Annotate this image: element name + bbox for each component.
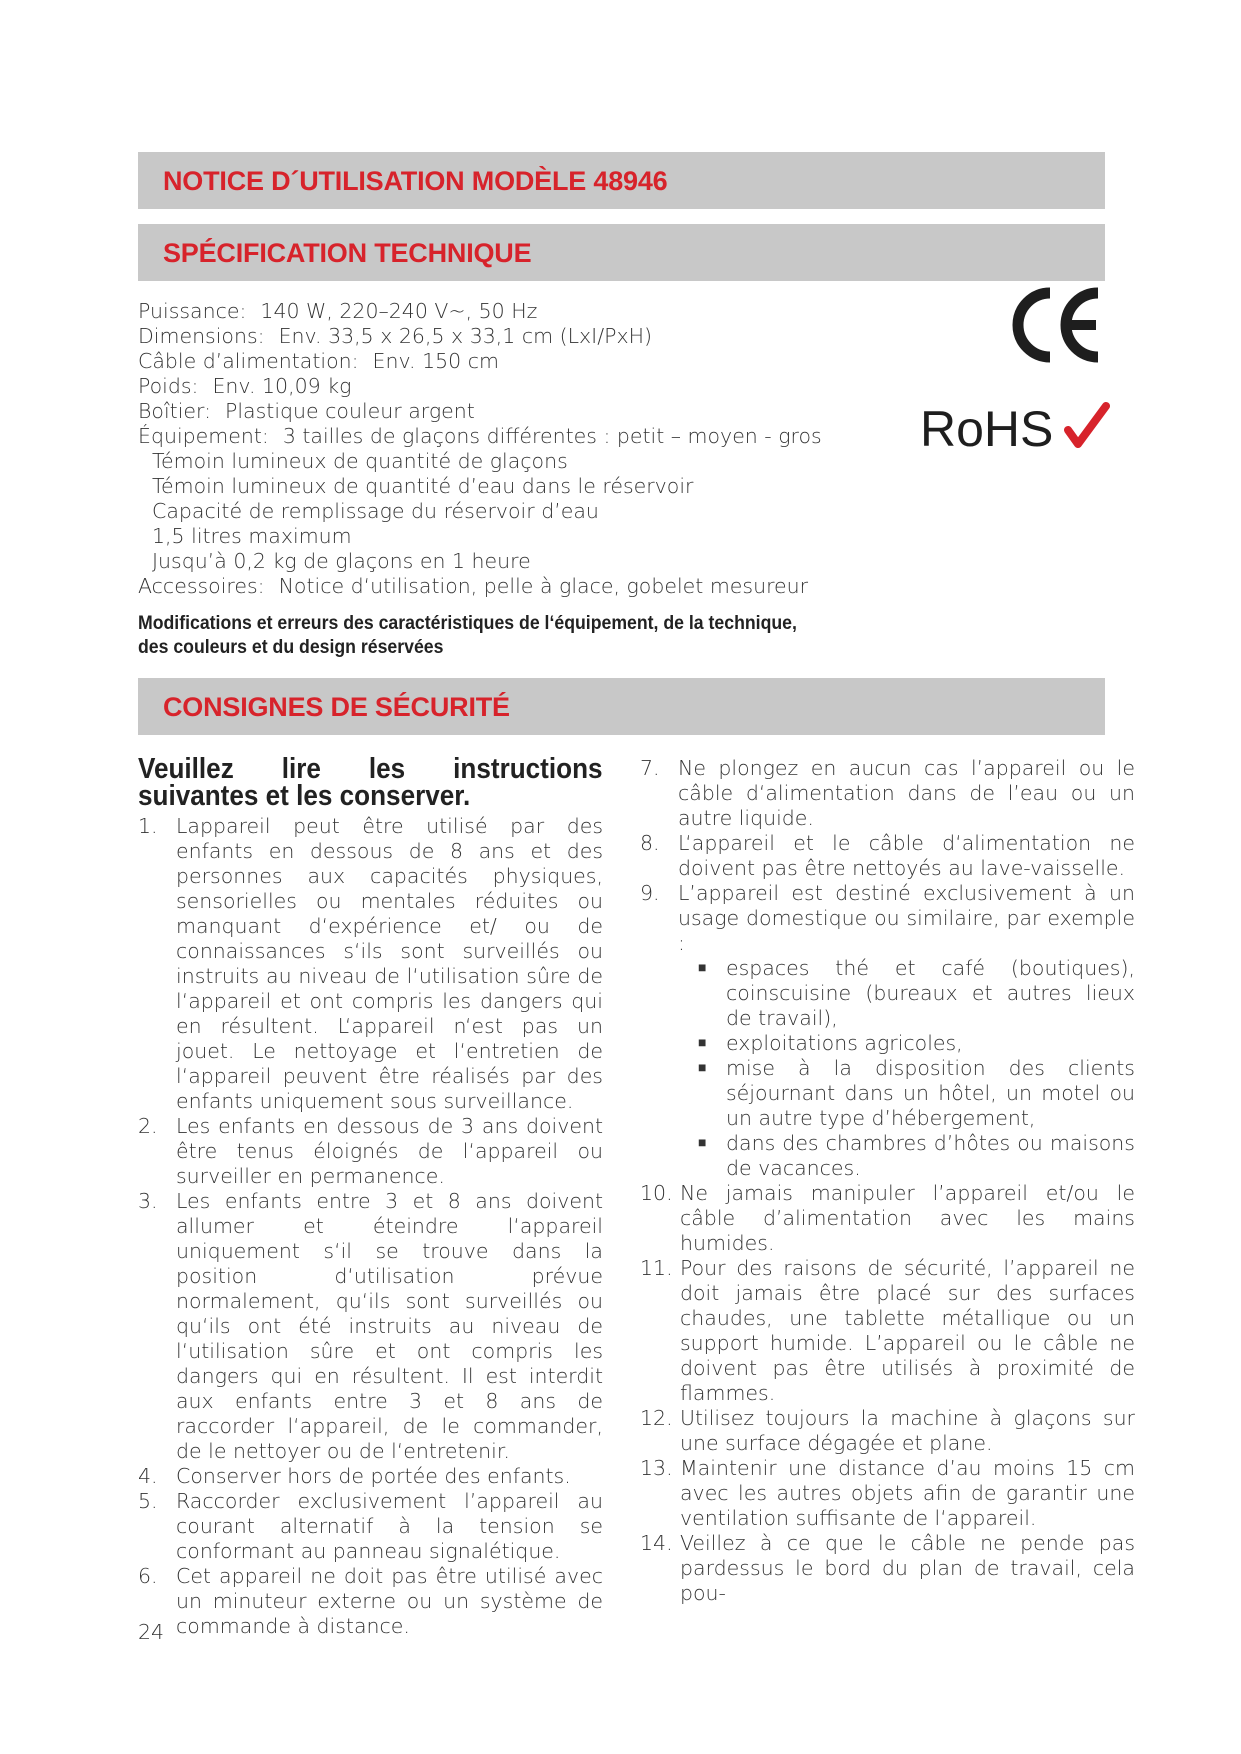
safety-intro: Veuillez lire les instructions suivantes et les conserver. xyxy=(138,753,603,812)
spec-housing: Boîtier: Plastique couleur argent xyxy=(138,399,475,423)
bullet-item: ■ exploitations agricoles, xyxy=(698,1031,963,1055)
spec-section-bar xyxy=(138,224,1105,281)
list-item: 9. L’appareil est destiné exclusivement à un usage domestique ou similaire, par exemple : xyxy=(640,881,1135,955)
spec-equipment-line: Témoin lumineux de quantité d’eau dans le réservoir xyxy=(152,474,694,498)
list-item: 3. Les enfants entre 3 et 8 ans doivent allumer et éteindre l‘appareil uniquement s‘il se trouve dans la position d‘utilisation prévue normalement, qu‘ils sont surveillés ou qu‘ils ont été instruits au niveau de l‘utilisation sûre et ont compris les dangers qui en résultent. Il est interdit aux enfants entre 3 et 8 ans de raccorder l‘appareil, de le commander, de le nettoyer ou de l‘entretenir. xyxy=(138,1189,603,1463)
page-title: NOTICE D´UTILISATION MODÈLE 48946 xyxy=(163,166,668,196)
list-item: 1. Lappareil peut être utilisé par des enfants en dessous de 8 ans et des personnes aux capacités physiques, sensorielles ou mentales réduites ou manquant d‘expérience et/ ou de connaissances s‘ils sont surveillés ou instruits au niveau de l‘utilisation sûre de l‘appareil et ont compris les dangers qui en résultent. L‘appareil n‘est pas un jouet. Le nettoyage et l‘entretien de l‘appareil peuvent être réalisés par des enfants uniquement sous surveillance. xyxy=(138,814,603,1113)
list-item: 2. Les enfants en dessous de 3 ans doivent être tenus éloignés de l‘appareil ou surveiller en permanence. xyxy=(138,1114,603,1188)
rohs-mark-icon xyxy=(920,400,1110,454)
safety-section-title: CONSIGNES DE SÉCURITÉ xyxy=(163,692,510,722)
list-item: 8. L‘appareil et le câble d‘alimentation ne doivent pas être nettoyés au lave-vaisselle. xyxy=(640,831,1135,880)
list-item: 14. Veillez à ce que le câble ne pende pas pardessus le bord du plan de travail, cela pou- xyxy=(640,1531,1135,1605)
bullet-square-icon: ■ xyxy=(698,960,707,976)
list-item: 6. Cet appareil ne doit pas être utilisé avec un minuteur externe ou un système de commande à distance. xyxy=(138,1564,603,1638)
bullet-item: ■ dans des chambres d’hôtes ou maisons de vacances. xyxy=(698,1131,1135,1180)
spec-equipment-line: 1,5 litres maximum xyxy=(152,524,352,548)
rohs-text: RoHS xyxy=(920,401,1054,454)
safety-column-right xyxy=(640,756,1135,1606)
bullet-item: ■ mise à la disposition des clients séjournant dans un hôtel, un motel ou un autre type d’hébergement, xyxy=(698,1056,1135,1130)
bullet-item: ■ espaces thé et café (boutiques), coinscuisine (bureaux et autres lieux de travail), xyxy=(698,956,1135,1030)
list-item: 11. Pour des raisons de sécurité, l’appareil ne doit jamais être placé sur des surfaces chaudes, une tablette métallique ou un support humide. L’appareil ou le câble ne doivent pas être utilisés à proximité de flammes. xyxy=(640,1256,1135,1405)
list-item: 7. Ne plongez en aucun cas l’appareil ou le câble d‘alimentation dans de l’eau ou un autre liquide. xyxy=(640,756,1135,830)
ce-mark-icon xyxy=(1010,285,1105,365)
bullet-square-icon: ■ xyxy=(698,1035,707,1051)
list-item: 12. Utilisez toujours la machine à glaçons sur une surface dégagée et plane. xyxy=(640,1406,1135,1455)
list-item: 13. Maintenir une distance d’au moins 15 cm avec les autres objets afin de garantir une ventilation suffisante de l‘appareil. xyxy=(640,1456,1135,1530)
spec-equipment: Équipement: 3 tailles de glaçons différentes : petit – moyen - gros xyxy=(138,424,822,448)
spec-power: Puissance: 140 W, 220–240 V~, 50 Hz xyxy=(138,299,538,323)
bullet-square-icon: ■ xyxy=(698,1060,707,1076)
spec-cable: Câble d’alimentation: Env. 150 cm xyxy=(138,349,499,373)
spec-section-title: SPÉCIFICATION TECHNIQUE xyxy=(163,238,532,268)
spec-disclaimer: Modifications et erreurs des caractéristiques de l‘équipement, de la technique, des couleurs et du design réservées xyxy=(138,613,797,658)
spec-weight: Poids: Env. 10,09 kg xyxy=(138,374,352,398)
list-item: 4. Conserver hors de portée des enfants. xyxy=(138,1464,571,1488)
spec-list xyxy=(138,299,898,599)
safety-section-bar xyxy=(138,678,1105,735)
list-item: 5. Raccorder exclusivement l’appareil au courant alternatif à la tension se conformant au panneau signalétique. xyxy=(138,1489,603,1563)
spec-equipment-line: Témoin lumineux de quantité de glaçons xyxy=(152,449,568,473)
spec-equipment-line: Capacité de remplissage du réservoir d’eau xyxy=(152,499,599,523)
spec-equipment-line: Jusqu’à 0,2 kg de glaçons en 1 heure xyxy=(152,549,531,573)
bullet-square-icon: ■ xyxy=(698,1135,707,1151)
spec-dimensions: Dimensions: Env. 33,5 x 26,5 x 33,1 cm (LxI/PxH) xyxy=(138,324,653,348)
page-number: 24 xyxy=(138,1620,165,1644)
list-item: 10. Ne jamais manipuler l’appareil et/ou le câble d’alimentation avec les mains humides. xyxy=(640,1181,1135,1255)
safety-column-left xyxy=(138,753,603,1639)
spec-accessories: Accessoires: Notice d‘utilisation, pelle à glace, gobelet mesureur xyxy=(138,574,809,598)
title-bar xyxy=(138,152,1105,209)
